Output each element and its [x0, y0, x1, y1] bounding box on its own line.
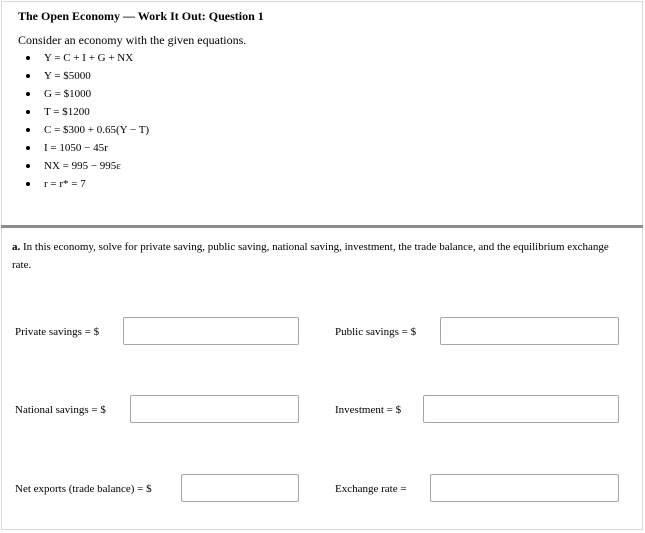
public-savings-label: Public savings = $: [335, 326, 417, 338]
equation-item: [26, 103, 149, 121]
net-exports-label: Net exports (trade balance) = $: [15, 483, 152, 495]
equation-text: r = r* = 7: [44, 178, 86, 190]
question-text: In this economy, solve for private saving, public saving, national saving, investment, the trade balance, and the equilibrium exchange rate.: [12, 241, 609, 271]
equation-text: I = 1050 − 45r: [44, 142, 108, 154]
equation-text: T = $1200: [44, 106, 90, 118]
bullet-icon: [26, 110, 30, 114]
equation-text: G = $1000: [44, 88, 92, 100]
equation-text: NX = 995 − 995ε: [44, 160, 121, 172]
bullet-icon: [26, 128, 30, 132]
equation-item: [26, 85, 149, 103]
equation-text: C = $300 + 0.65(Y − T): [44, 124, 150, 136]
section-divider: [1, 225, 643, 228]
equation-item: [26, 157, 149, 175]
public-savings-input[interactable]: [440, 317, 619, 345]
question-prompt: [12, 238, 627, 274]
question-part-label: a.: [12, 241, 21, 253]
net-exports-input[interactable]: [181, 474, 299, 502]
equation-text: Y = C + I + G + NX: [44, 52, 134, 64]
bullet-icon: [26, 92, 30, 96]
equation-item: [26, 67, 149, 85]
bullet-icon: [26, 56, 30, 60]
private-savings-label: Private savings = $: [15, 326, 100, 338]
equation-text: Y = $5000: [44, 70, 91, 82]
page-title: The Open Economy — Work It Out: Question 1: [18, 9, 264, 23]
bullet-icon: [26, 182, 30, 186]
equation-item: [26, 49, 149, 67]
national-savings-label: National savings = $: [15, 404, 106, 416]
exchange-rate-label: Exchange rate =: [335, 483, 407, 495]
equation-item: [26, 139, 149, 157]
bullet-icon: [26, 146, 30, 150]
bullet-icon: [26, 74, 30, 78]
equation-item: [26, 121, 149, 139]
exchange-rate-input[interactable]: [430, 474, 619, 502]
equation-list: [26, 49, 149, 193]
private-savings-input[interactable]: [123, 317, 299, 345]
intro-text: Consider an economy with the given equations.: [18, 33, 247, 47]
equation-item: [26, 175, 149, 193]
national-savings-input[interactable]: [130, 395, 299, 423]
investment-label: Investment = $: [335, 404, 402, 416]
investment-input[interactable]: [423, 395, 619, 423]
bullet-icon: [26, 164, 30, 168]
